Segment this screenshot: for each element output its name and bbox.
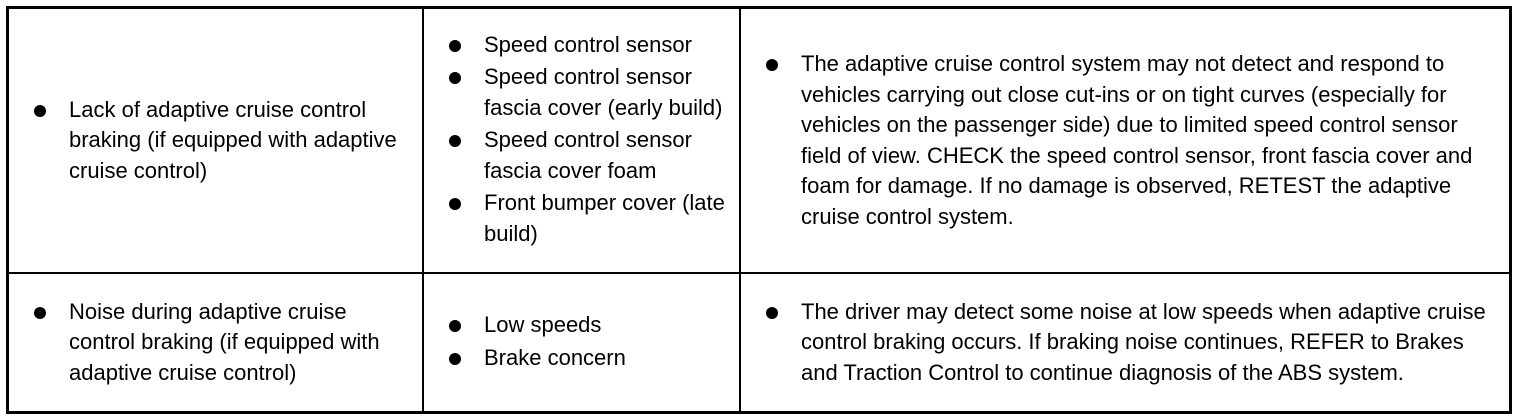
source-item: Brake concern [446, 343, 731, 374]
source-item: Speed control sensor [446, 30, 731, 61]
condition-cell [31, 9, 411, 272]
condition-text: Noise during adaptive cruise control braking (if equipped with adaptive cruise control) [31, 297, 411, 389]
table-row [9, 274, 1509, 411]
source-cell [446, 274, 731, 411]
condition-text: Lack of adaptive cruise control braking (if equipped with adaptive cruise control) [31, 95, 411, 187]
action-cell [763, 274, 1503, 411]
source-item: Speed control sensor fascia cover (early build) [446, 62, 731, 123]
table-row [9, 9, 1509, 272]
action-text: The adaptive cruise control system may not detect and respond to vehicles carrying out close cut-ins or on tight curves (especially for vehicles on the passenger side) due to limited speed control sensor field of view. CHECK the speed control sensor, front fascia cover and foam for damage. If no damage is observed, RETEST the adaptive cruise control system. [763, 49, 1503, 232]
source-item: Low speeds [446, 310, 731, 341]
action-text: The driver may detect some noise at low speeds when adaptive cruise control braking occurs. If braking noise continues, REFER to Brakes and Traction Control to continue diagnosis of the ABS system. [763, 297, 1503, 389]
condition-cell [31, 274, 411, 411]
action-cell [763, 9, 1503, 272]
source-cell [446, 9, 731, 272]
source-item: Speed control sensor fascia cover foam [446, 125, 731, 186]
source-item: Front bumper cover (late build) [446, 188, 731, 249]
diagnosis-table [6, 6, 1512, 414]
